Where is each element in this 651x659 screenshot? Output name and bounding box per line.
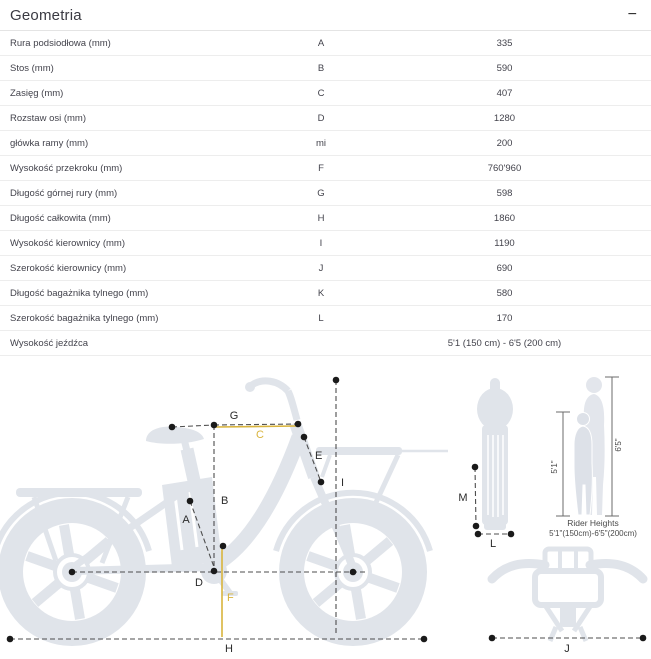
label-A: A: [182, 514, 190, 526]
rider-tall-label: 6'5": [614, 438, 623, 452]
spec-label: Długość całkowita (mm): [10, 212, 111, 224]
label-G: G: [229, 410, 239, 422]
table-row: [0, 306, 651, 331]
table-row: [0, 81, 651, 106]
bike-silhouette: [0, 381, 448, 646]
table-row: [0, 331, 651, 356]
table-row: [0, 281, 651, 306]
spec-letter: L: [318, 312, 324, 324]
label-C: C: [256, 429, 264, 441]
table-row: [0, 206, 651, 231]
table-row: [0, 106, 651, 131]
dim-line-C: [216, 426, 296, 427]
table-row: [0, 31, 651, 56]
table-row: [0, 181, 651, 206]
spec-value: 760'960: [487, 162, 522, 174]
spec-value: 5'1 (150 cm) - 6'5 (200 cm): [447, 337, 562, 349]
spec-label: Rozstaw osi (mm): [10, 112, 87, 124]
spec-letter: C: [317, 87, 325, 99]
spec-label: Długość górnej rury (mm): [10, 187, 118, 199]
label-I: I: [341, 477, 345, 489]
rider-heights-title: Rider Heights: [567, 518, 619, 528]
spec-letter: G: [317, 187, 325, 199]
spec-value: 335: [496, 37, 513, 49]
spec-label: główka ramy (mm): [10, 137, 89, 149]
spec-label: Rura podsiodłowa (mm): [10, 37, 111, 49]
spec-label: Wysokość kierownicy (mm): [10, 237, 125, 249]
table-row: [0, 231, 651, 256]
spec-letter: mi: [315, 137, 327, 149]
geometry-diagram: [0, 356, 651, 654]
label-J: J: [564, 643, 570, 654]
spec-value: 170: [496, 312, 513, 324]
section-header: [0, 0, 651, 31]
label-M: M: [458, 492, 468, 504]
spec-value: 1860: [493, 212, 516, 224]
table-row: [0, 156, 651, 181]
label-F: F: [227, 592, 234, 604]
spec-value: 200: [496, 137, 513, 149]
table-row: [0, 131, 651, 156]
rider-heights-range: 5'1"(150cm)-6'5"(200cm): [549, 529, 637, 538]
spec-value: 690: [496, 262, 513, 274]
table-row: [0, 56, 651, 81]
spec-letter: F: [318, 162, 324, 174]
dim-line-saddle: [172, 425, 214, 427]
spec-value: 598: [496, 187, 513, 199]
label-L: L: [489, 538, 497, 550]
spec-value: 407: [496, 87, 513, 99]
spec-label: Długość bagażnika tylnego (mm): [10, 287, 149, 299]
spec-label: Szerokość bagażnika tylnego (mm): [10, 312, 159, 324]
spec-letter: K: [317, 287, 325, 299]
spec-label: Wysokość przekroku (mm): [10, 162, 123, 174]
handlebar-front-view: [492, 549, 643, 641]
spec-letter: B: [317, 62, 325, 74]
spec-letter: H: [317, 212, 325, 224]
spec-letter: D: [317, 112, 325, 124]
spec-value: 1280: [493, 112, 516, 124]
spec-letter: J: [318, 262, 324, 274]
dim-line-G: [214, 424, 298, 425]
seatpost-front-view: [477, 378, 513, 530]
spec-label: Szerokość kierownicy (mm): [10, 262, 127, 274]
spec-label: Zasięg (mm): [10, 87, 64, 99]
label-B: B: [221, 495, 229, 507]
rider-height-figures: [549, 377, 637, 538]
label-D: D: [195, 577, 203, 589]
geometry-table: [0, 31, 651, 356]
label-H: H: [225, 643, 233, 654]
table-row: [0, 256, 651, 281]
spec-label: Stos (mm): [10, 62, 54, 74]
label-E: E: [315, 450, 323, 462]
spec-letter: A: [317, 37, 325, 49]
collapse-icon[interactable]: −: [627, 6, 637, 23]
spec-value: 1190: [494, 237, 515, 249]
rider-short-label: 5'1": [550, 460, 559, 474]
spec-label: Wysokość jeźdźca: [10, 337, 89, 349]
spec-letter: I: [319, 237, 323, 249]
page-title: Geometria: [10, 6, 82, 24]
dim-line-M: [475, 467, 476, 526]
spec-value: 580: [496, 287, 513, 299]
spec-value: 590: [496, 62, 513, 74]
